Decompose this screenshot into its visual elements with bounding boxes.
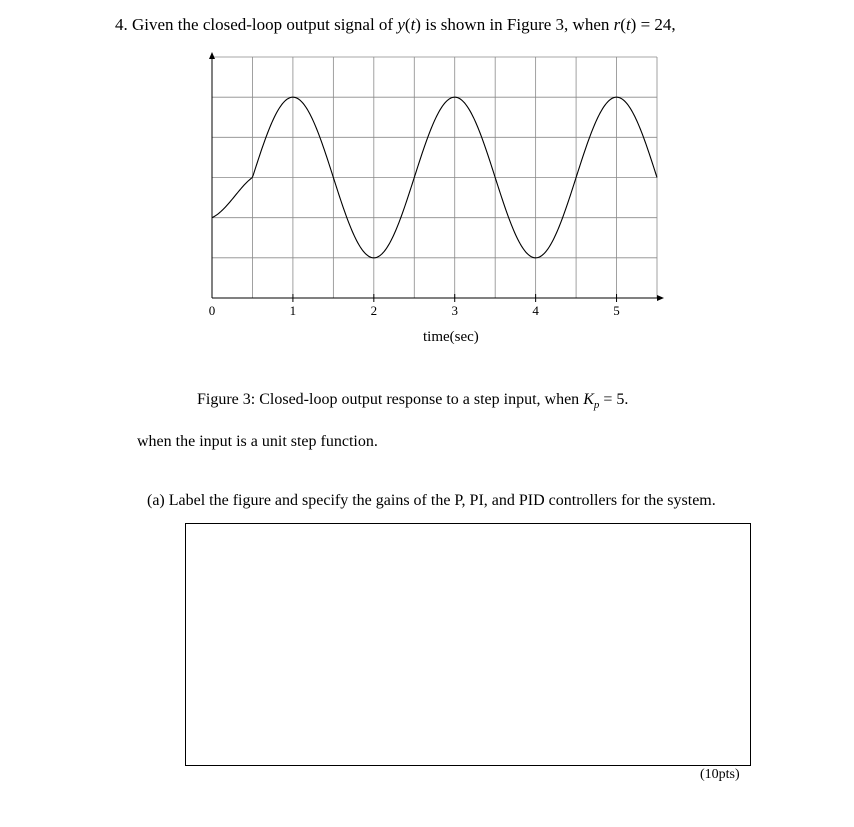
paren-close-2: )	[630, 15, 637, 34]
paren-close: )	[415, 15, 421, 34]
part-a-prompt: (a) Label the figure and specify the gains of the P, PI, and PID controllers for the system.	[147, 492, 716, 509]
points-label: (10pts)	[700, 767, 740, 782]
x-tick-label: 0	[208, 303, 216, 318]
question-middle: is shown in Figure 3, when	[425, 15, 610, 34]
figure-caption	[197, 391, 628, 411]
t-symbol-2: t	[625, 15, 631, 34]
x-axis-label: time(sec)	[423, 329, 479, 345]
t-symbol: t	[410, 15, 416, 34]
paren-open: (	[404, 15, 411, 34]
continuation-text: when the input is a unit step function.	[137, 433, 378, 450]
x-tick-label: 1	[289, 303, 297, 318]
kp-subscript: p	[593, 399, 600, 412]
answer-box[interactable]	[185, 523, 751, 766]
x-axis-arrow-icon	[657, 295, 664, 301]
x-tick-label: 3	[451, 303, 458, 318]
paren-open-2: (	[620, 15, 626, 34]
x-tick-label: 4	[532, 303, 539, 318]
x-tick-label: 5	[613, 303, 620, 318]
chart-axes	[209, 52, 664, 301]
r-value: = 24,	[640, 15, 676, 34]
question-number: 4.	[115, 15, 128, 34]
y-symbol: y	[397, 15, 405, 34]
question-intro: Given the closed-loop output signal of	[132, 15, 394, 34]
r-symbol: r	[613, 15, 621, 34]
caption-kp-value: = 5.	[603, 391, 629, 408]
x-tick-label: 2	[370, 303, 378, 318]
y-axis-arrow-icon	[209, 52, 215, 59]
kp-symbol: K	[583, 391, 594, 408]
caption-text: Figure 3: Closed-loop output response to a step input, when	[197, 391, 580, 408]
chart-grid	[212, 57, 657, 298]
